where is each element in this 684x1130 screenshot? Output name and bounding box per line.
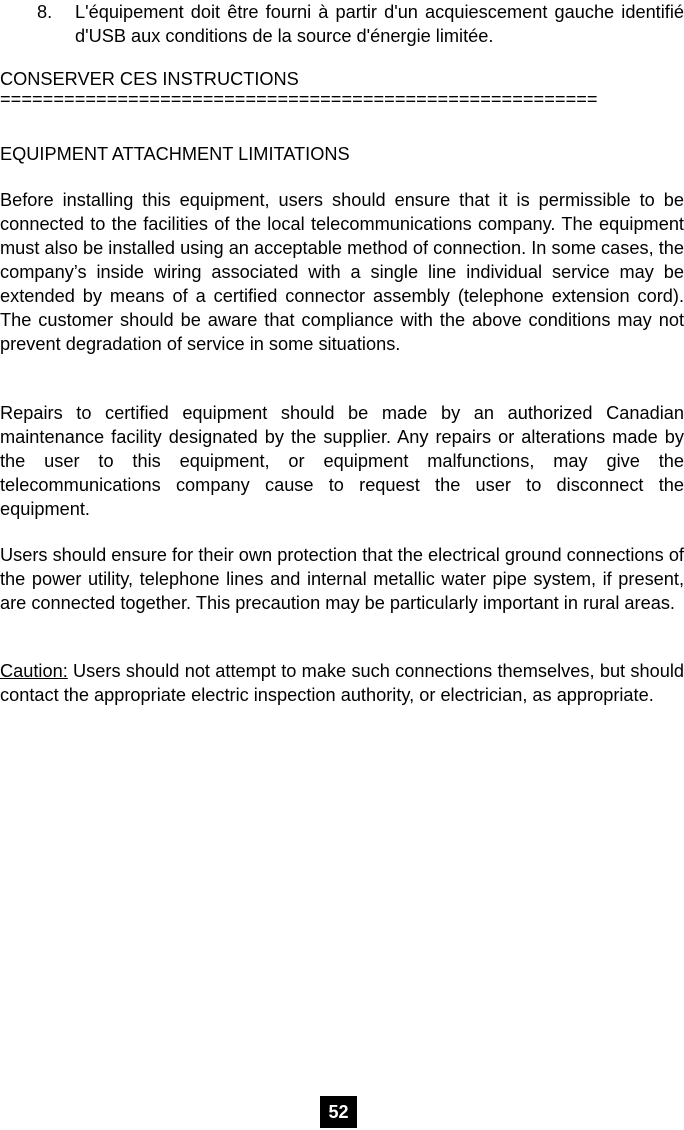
list-item-text: L'équipement doit être fourni à partir d'un acquiescement gauche identifié d'USB aux conditions de la source d'énergie limitée. [75,2,684,46]
conserver-heading: CONSERVER CES INSTRUCTIONS [0,69,299,89]
paragraph-permissible: Before installing this equipment, users should ensure that it is permissible to be connected to the facilities of the local telecommunications company. The equipment must also be installed using an acceptable method of connection. In some cases, the company’s inside wiring associated with a single line individual service may be extended by means of a certified connector assembly (telephone extension cord). The customer should be aware that compliance with the above conditions may not prevent degradation of service in some situations. [0,190,684,354]
paragraph-repairs: Repairs to certified equipment should be made by an authorized Canadian maintenance facility designated by the supplier. Any repairs or alterations made by the user to this equipment, or equipment malfunctions, may give the telecommunications company cause to request the user to disconnect the equipment. [0,403,684,519]
section-heading: EQUIPMENT ATTACHMENT LIMITATIONS [0,144,350,164]
caution-label: Caution: [0,661,68,681]
list-item-number: 8. [37,2,53,22]
page-number: 52 [320,1096,357,1128]
caution-paragraph [0,659,684,707]
caution-text: Users should not attempt to make such connections themselves, but should contact the appropriate electric inspection authority, or electrician, as appropriate. [0,661,684,705]
paragraph-ground-connections: Users should ensure for their own protection that the electrical ground connections of the power utility, telephone lines and internal metallic water pipe system, if present, are connected together. This precaution may be particularly important in rural areas. [0,545,684,613]
separator-line: ======================================================== [0,89,598,109]
